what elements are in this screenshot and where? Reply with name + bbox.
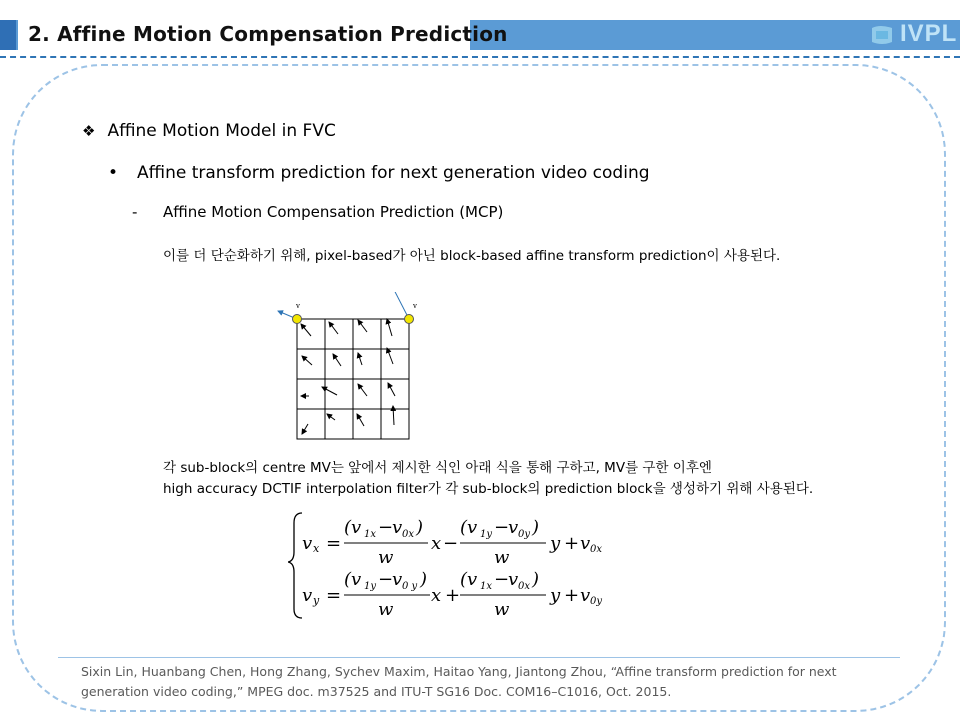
outline-level1 [82,121,336,141]
control-point-v0 [293,315,302,324]
svg-text:+: + [445,585,461,606]
svg-text:1y: 1y [480,529,493,540]
level1-text: Affine Motion Model in FVC [107,121,336,141]
reference-citation: Sixin Lin, Huanbang Chen, Hong Zhang, Sychev Maxim, Haitao Yang, Jiantong Zhou, “Affine transform prediction for next generation video coding,” MPEG doc. m37525 and ITU-T SG16 Doc. COM16–C1016, Oct. 2015. [81,664,837,699]
outline-level3 [132,203,503,221]
intro-note: 이를 더 단순화하기 위해, pixel-based가 아닌 block-based affine transform prediction이 사용된다. [163,248,781,264]
svg-text:): ) [532,517,540,538]
svg-text:+: + [564,533,580,554]
level2-text: Affine transform prediction for next generation video coding [137,163,650,183]
svg-text:=: = [326,533,342,554]
svg-text:x: x [313,542,320,555]
svg-text:v: v [302,533,313,554]
affine-equation [288,505,618,620]
svg-text:+: + [564,585,580,606]
note-line2: high accuracy DCTIF interpolation filter가 각 sub-block의 prediction block을 생성하기 위해 사용된다. [163,481,814,497]
svg-text:0x: 0x [402,529,415,540]
svg-text:y: y [550,585,561,606]
svg-text:(v: (v [344,517,362,538]
grid-lines [297,319,409,439]
svg-text:1x: 1x [364,529,377,540]
svg-text:v: v [302,585,313,606]
svg-text:v: v [508,517,519,538]
svg-text:y: y [313,594,320,607]
svg-text:): ) [532,569,540,590]
svg-text:−: − [378,517,394,538]
svg-text:): ) [420,569,428,590]
svg-text:w: w [378,547,394,568]
svg-text:(v: (v [460,569,478,590]
svg-text:−: − [378,569,394,590]
svg-text:(v: (v [344,569,362,590]
slide-title: 2. Affine Motion Compensation Prediction [28,22,508,46]
control-point-label-v1: v [413,302,417,310]
header-divider [0,56,960,58]
level3-text: Affine Motion Compensation Prediction (MCP) [163,203,504,221]
svg-text:=: = [326,585,342,606]
outline-level2 [108,163,650,183]
reference-divider [58,657,900,658]
svg-text:0y: 0y [590,596,603,607]
svg-text:w: w [494,599,510,620]
dot-bullet-icon: • [108,163,119,183]
svg-text:v: v [508,569,519,590]
note-line1: 각 sub-block의 centre MV는 앞에서 제시한 식인 아래 식을 통해 구하고, MV를 구한 이후엔 [163,460,712,476]
svg-text:1y: 1y [364,581,377,592]
svg-text:−: − [494,569,510,590]
svg-text:w: w [494,547,510,568]
dash-bullet-icon: - [132,203,138,221]
svg-text:(v: (v [460,517,478,538]
svg-text:−: − [494,517,510,538]
control-point-v1 [405,315,414,324]
svg-text:v: v [580,533,591,554]
diamond-bullet-icon: ❖ [82,122,96,140]
svg-text:x: x [431,533,442,554]
svg-text:1x: 1x [480,581,493,592]
svg-text:x: x [431,585,442,606]
header-accent [0,20,16,50]
affine-block-grid [270,292,430,447]
svg-text:): ) [416,517,424,538]
svg-text:v: v [392,569,403,590]
control-point-label-v0: v [296,302,300,310]
svg-text:0y: 0y [518,529,531,540]
svg-text:v: v [580,585,591,606]
svg-text:0x: 0x [590,544,603,555]
svg-text:y: y [550,533,561,554]
svg-text:w: w [378,599,394,620]
logo-text: IVPL [900,20,958,47]
svg-text:0 y: 0 y [402,581,418,592]
svg-text:0x: 0x [518,581,531,592]
svg-text:v: v [392,517,403,538]
svg-text:−: − [443,533,459,554]
